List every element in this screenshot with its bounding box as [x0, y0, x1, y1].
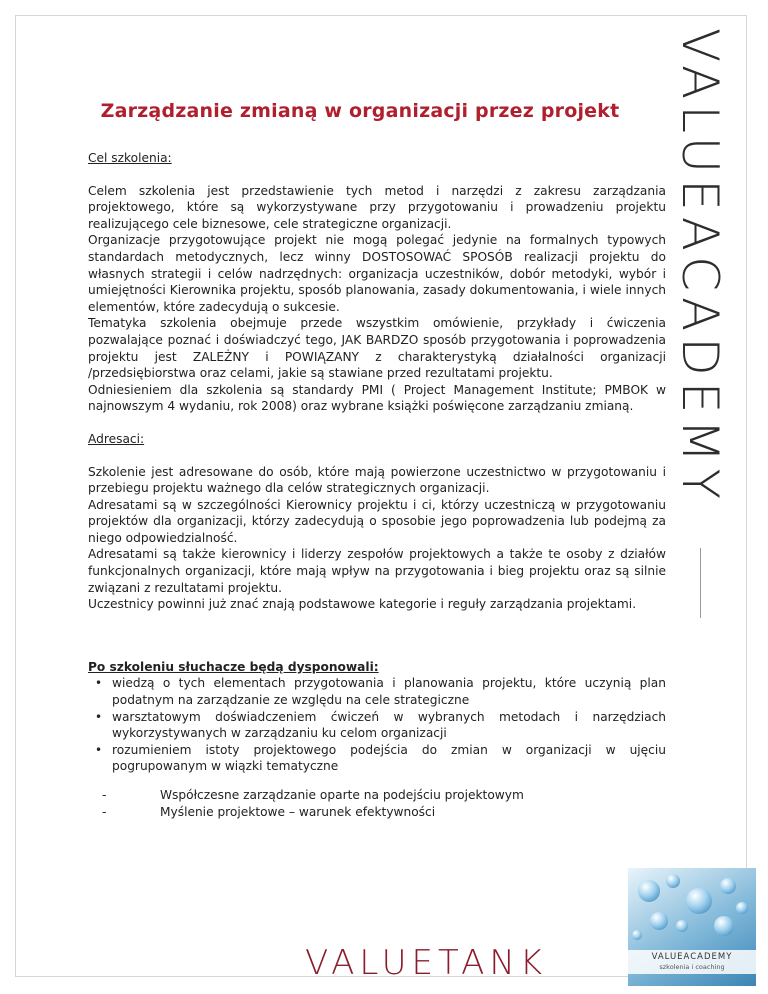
paragraph: Adresatami są także kierownicy i liderzy zespołów projektowych a także te osoby z działów funkcjonalnych organizacji, które mają wpływ na przygotowania i bieg projektu oraz są silnie związani z rezultatami projektu. [88, 547, 666, 595]
list-item: - Współczesne zarządzanie oparte na podejściu projektowym [160, 787, 666, 804]
paragraph: Tematyka szkolenia obejmuje przede wszystkim omówienie, przykłady i ćwiczenia pozwalające poznać i doświadczyć tego, JAK BARDZO sposób przygotowania i poprowadzenia projektu jest ZALEŻNY i POWIĄZANY z charakterystyką działalności organizacji /przedsiębiorstwa oraz celami, jakie są stawiane przed rezultatami projektu. [88, 316, 666, 381]
bubble-icon [650, 912, 668, 930]
badge-label [628, 950, 756, 974]
badge-name: VALUEACADEMY [651, 952, 733, 962]
heading-cel: Cel szkolenia: [88, 151, 172, 165]
vertical-brand-logo [670, 28, 730, 548]
paragraph: Uczestnicy powinni już znać znają podstawowe kategorie i reguły zarządzania projektami. [88, 597, 637, 612]
paragraph: Adresatami są w szczególności Kierownicy projektu i ci, którzy uczestniczą w przygotowaniu projektów dla organizacji, którzy zadecydują o sposobie jego poprowadzenia lub podejmą za niego odpowiedzialność. [88, 497, 666, 545]
bubble-icon [736, 902, 748, 914]
list-item: • rozumieniem istoty projektowego podejścia do zmian w organizacji w ujęciu pogrupowanym w wiązki tematyczne [112, 742, 666, 775]
bullet-list [88, 675, 666, 775]
bubble-icon [714, 916, 734, 936]
paragraph: Celem szkolenia jest przedstawienie tych metod i narzędzi z zakresu zarządzania projektowego, które są wykorzystywane przy przygotowaniu i prowadzeniu projektu realizującego cele biznesowe, cele strategiczne organizacji. [88, 183, 666, 231]
brand-divider-line [700, 548, 701, 618]
section-cel [88, 150, 666, 415]
heading-adresaci: Adresaci: [88, 431, 145, 446]
vertical-brand-text: VALUEACADEMY [671, 28, 729, 505]
section-adresaci [88, 431, 666, 613]
bubble-icon [720, 878, 736, 894]
list-item: • warsztatowym doświadczeniem ćwiczeń w wybranych metodach i narzędziach wykorzystywanych w zarządzaniu ku celom organizacji [112, 709, 666, 742]
heading-po-szkoleniu: Po szkoleniu słuchacze będą dysponowali: [88, 659, 379, 674]
document-body [88, 150, 666, 836]
bubble-icon [676, 920, 688, 932]
bubble-icon [638, 880, 660, 902]
paragraph: Odniesieniem dla szkolenia są standardy PMI ( Project Management Institute; PMBOK w najnowszym 4 wydaniu, rok 2008) oraz wybrane książki poświęcone zarządzaniu zmianą. [88, 382, 666, 414]
dash-list [88, 787, 666, 820]
list-item: • wiedzą o tych elementach przygotowania i planowania projektu, które uczynią plan podatnym na zarządzanie ze względu na cele strategiczne [112, 675, 666, 708]
valueacademy-badge [628, 868, 756, 986]
document-title: Zarządzanie zmianą w organizacji przez projekt [100, 100, 620, 122]
section-po-szkoleniu [88, 659, 666, 820]
badge-subtitle: szkolenia i coaching [659, 963, 725, 971]
paragraph: Organizacje przygotowujące projekt nie mogą polegać jedynie na formalnych typowych standardach metodycznych, lecz winny DOSTOSOWAĆ SPOSÓB realizacji projektu do własnych strategii i celów nadrzędnych: organizacja uczestników, dobór metodyki, wybór i umiejętności Kierownika projektu, sposób planowania, zasady dokumentowania, i wiele innych elementów, które zadecydują o sukcesie. [88, 233, 666, 314]
list-item: - Myślenie projektowe – warunek efektywności [160, 804, 666, 821]
paragraph: Szkolenie jest adresowane do osób, które mają powierzone uczestnictwo w przygotowaniu i przebiegu projektu ważnego dla celów strategicznych organizacji. [88, 464, 666, 496]
valuetank-logo: VALUETANK [305, 943, 548, 983]
bubble-icon [686, 888, 712, 914]
bubble-icon [632, 930, 642, 940]
bubble-icon [666, 874, 680, 888]
